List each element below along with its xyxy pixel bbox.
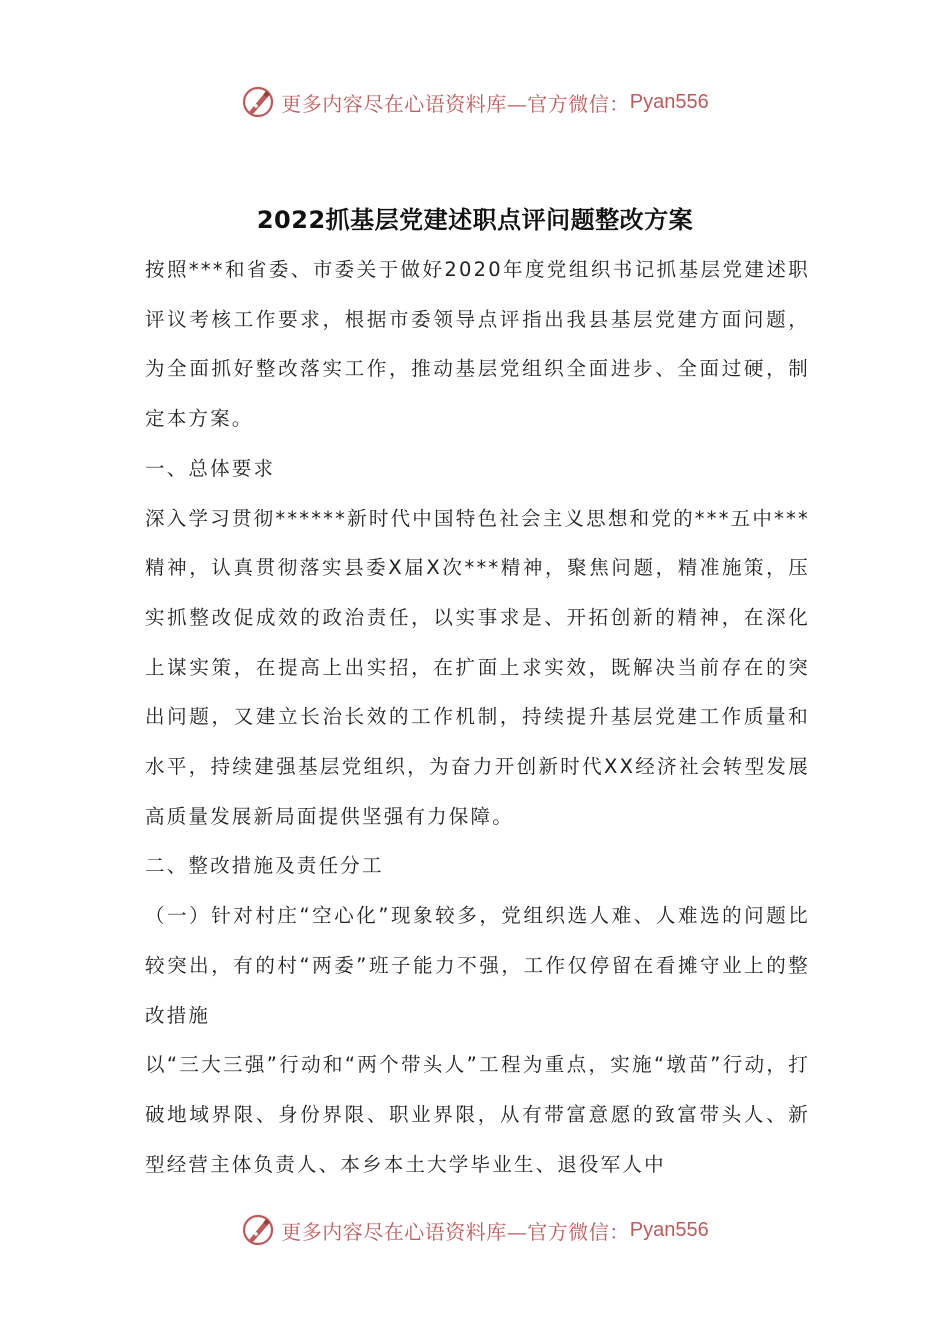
general-requirements-paragraph: 深入学习贯彻******新时代中国特色社会主义思想和党的***五中***精神，认真贯彻落实县委X届X次***精神，聚焦问题，精准施策，压实抓整改促成效的政治责任，以实事求是、开拓创新的精神，在深化上谋实策，在提高上出实招，在扩面上求实效，既解决当前存在的突出问题，又建立长治长效的工作机制，持续提升基层党建工作质量和水平，持续建强基层党组织，为奋力开创新时代XX经济社会转型发展高质量发展新局面提供坚强有力保障。 xyxy=(145,506,810,828)
pen-nib-logo-icon xyxy=(241,1213,275,1247)
watermark-wechat-id: Pyan556 xyxy=(629,1218,709,1241)
watermark-text: 更多内容尽在心语资料库—官方微信： xyxy=(281,91,630,116)
section-heading-general-requirements: 一、总体要求 xyxy=(145,456,276,480)
watermark-footer xyxy=(0,1210,950,1250)
watermark-wechat-id: Pyan556 xyxy=(629,90,709,113)
document-title: 2022抓基层党建述职点评问题整改方案 xyxy=(256,206,694,234)
measures-paragraph: 以“三大三强”行动和“两个带头人”工程为重点，实施“墩苗”行动，打破地域界限、身份界限、职业界限，从有带富意愿的致富带头人、新型经营主体负责人、本乡本土大学毕业生、退役军人中 xyxy=(145,1053,810,1176)
intro-paragraph: 按照***和省委、市委关于做好2020年度党组织书记抓基层党建述职评议考核工作要求，根据市委领导点评指出我县基层党建方面问题，为全面抓好整改落实工作，推动基层党组织全面进步、全面过硬，制定本方案。 xyxy=(145,258,810,431)
pen-nib-logo-icon xyxy=(241,85,275,119)
subsection-heading-1: （一）针对村庄“空心化”现象较多，党组织选人难、人难选的问题比较突出，有的村“两委”班子能力不强，工作仅停留在看摊守业上的整改措施 xyxy=(145,904,810,1027)
watermark-header xyxy=(0,82,950,122)
section-heading-measures: 二、整改措施及责任分工 xyxy=(145,854,384,878)
watermark-text: 更多内容尽在心语资料库—官方微信： xyxy=(281,1219,630,1244)
document-body xyxy=(145,245,810,1189)
